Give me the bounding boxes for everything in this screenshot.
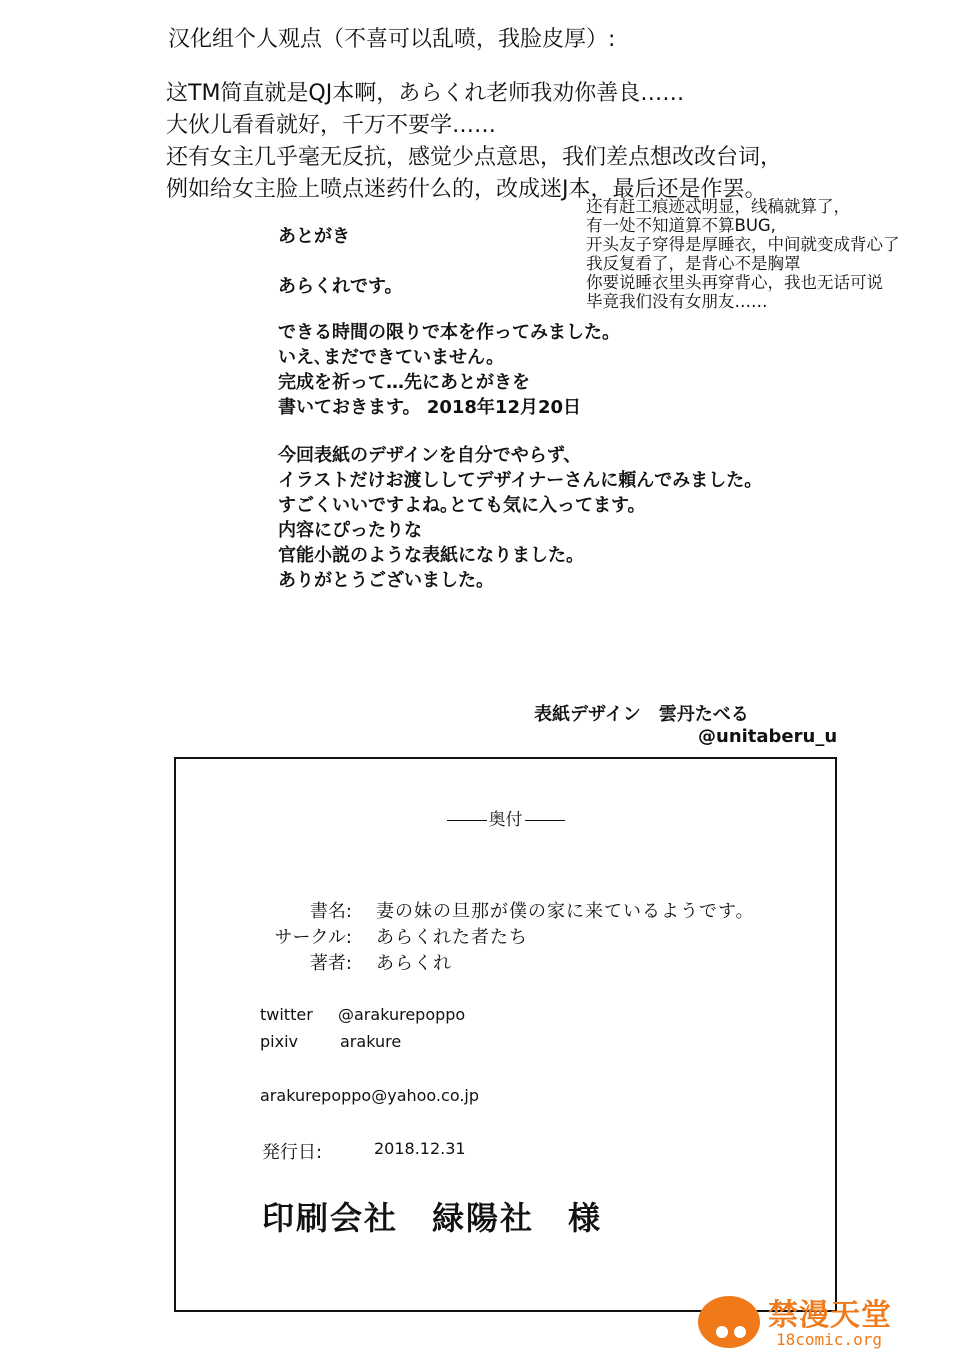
pixiv-label: pixiv [260,1032,298,1051]
translator-note-line: 例如给女主脸上喷点迷药什么的，改成迷J本，最后还是作罢。 [166,177,767,202]
side-note-line: 我反复看了，是背心不是胸罩 [586,254,801,273]
afterword-greeting: あらくれです。 [278,276,403,297]
contact-email: arakurepoppo@yahoo.co.jp [260,1086,480,1105]
publish-date-value: 2018.12.31 [374,1139,466,1158]
afterword-line: 書いておきます。 2018年12月20日 [278,397,582,418]
circle-label: サークル: [274,927,352,948]
book-title-value: 妻の妹の旦那が僕の家に来ているようです。 [376,901,755,922]
side-note-line: 你要说睡衣里头再穿背心，我也无话可说 [586,273,883,292]
translator-note-line: 这TM简直就是QJ本啊，あらくれ老师我劝你善良…… [166,81,685,106]
translator-side-note [586,197,900,311]
afterword-line: 官能小説のような表紙になりました。 [278,545,584,566]
side-note-line: 还有赶工痕迹忒明显，线稿就算了， [586,197,850,216]
translator-note-body [166,78,782,206]
author-label: 著者: [309,953,352,974]
afterword-line: いえ､まだできていません。 [278,347,505,368]
twitter-handle: @arakurepoppo [338,1005,466,1024]
afterword-line: イラストだけお渡ししてデザイナーさんに頼んでみました。 [278,470,763,491]
translator-note-line: 还有女主几乎毫无反抗，感觉少点意思，我们差点想改改台词， [166,145,783,170]
afterword-line: すごくいいですよね｡とても気に入ってます。 [278,495,646,516]
translator-note-heading: 汉化组个人观点（不喜可以乱喷，我脸皮厚）: [168,27,616,52]
author-value: あらくれ [376,953,452,974]
mascot-icon [698,1296,760,1348]
designer-handle: @unitaberu_u [698,726,838,747]
afterword-paragraph-1 [278,320,620,420]
printer-name: 印刷会社 緑陽社 様 [262,1199,603,1237]
afterword-line: 今回表紙のデザインを自分でやらず、 [278,445,582,466]
afterword-title: あとがき [278,226,350,247]
watermark-logo [698,1284,948,1354]
afterword-paragraph-2 [278,443,762,593]
cover-design-credit: 表紙デザイン 雲丹たべる [534,704,749,725]
twitter-label: twitter [260,1005,313,1024]
pixiv-handle: arakure [340,1032,402,1051]
afterword-line: できる時間の限りで本を作ってみました。 [278,322,620,343]
afterword-line: 完成を祈って…先にあとがきを [278,372,530,393]
colophon-title-text: 奥付 [488,810,523,830]
colophon-title [176,805,835,830]
book-title-label: 書名: [309,901,352,922]
publish-date-label: 発行日: [262,1142,323,1163]
side-note-line: 有一处不知道算不算BUG, [586,216,776,235]
circle-value: あらくれた者たち [376,927,528,948]
afterword-line: ありがとうございました。 [278,570,494,591]
translator-note-line: 大伙儿看看就好，千万不要学…… [166,113,497,138]
watermark-text: 禁漫天堂 [768,1298,892,1333]
side-note-line: 开头友子穿得是厚睡衣，中间就变成背心了 [586,235,900,254]
side-note-line: 毕竟我们没有女朋友…… [586,292,768,311]
afterword-line: 内容にぴったりな [278,520,422,541]
colophon-box [174,757,837,1312]
watermark-url: 18comic.org [776,1330,882,1349]
